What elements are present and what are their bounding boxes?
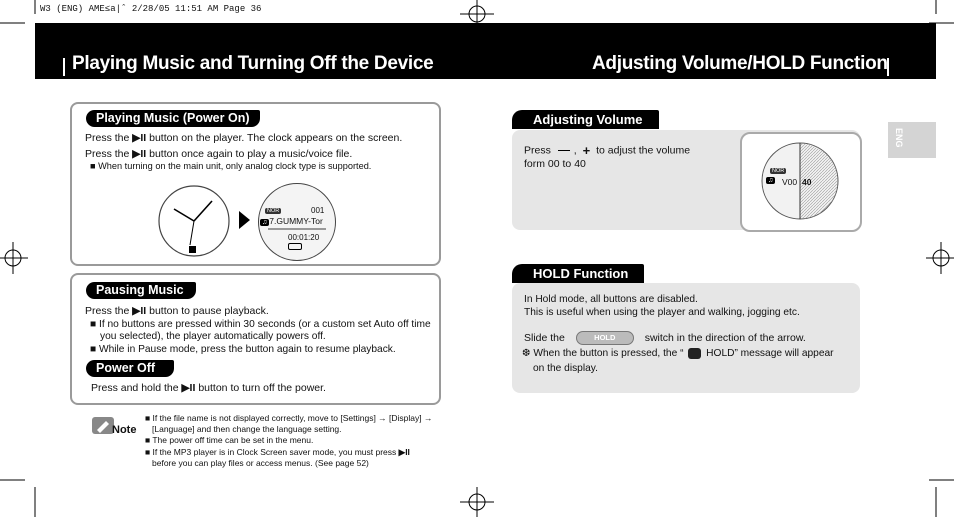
- volume-label: V00: [782, 177, 798, 187]
- pausing-bullet-1: ■ If no buttons are pressed within 30 seconds (or a custom set Auto off time: [90, 319, 431, 330]
- note-item-3: ■ If the MP3 player is in Clock Screen saver mode, you must press ▶II: [145, 447, 410, 457]
- play-time: 00:01:20: [288, 233, 320, 242]
- clock-indicator-icon: [189, 246, 196, 253]
- analog-clock-display: [154, 183, 234, 259]
- pausing-bullet-2: ■ While in Pause mode, press the button again to resume playback.: [90, 344, 396, 355]
- volume-plus-icon: +: [582, 143, 591, 158]
- volume-minus-icon: [558, 150, 570, 152]
- volume-line-2: form 00 to 40: [524, 158, 586, 170]
- battery-icon: [288, 243, 302, 250]
- note-item-2: ■ The power off time can be set in the menu.: [145, 435, 314, 445]
- right-page-title: Adjusting Volume/HOLD Function: [592, 53, 888, 74]
- pausing-line: Press the ▶II button to pause playback.: [85, 305, 269, 317]
- play-pause-icon: ▶II: [132, 305, 147, 317]
- note-label: Note: [112, 424, 137, 436]
- volume-line-1: Press , + to adjust the volume: [524, 143, 691, 158]
- registration-mark-top-icon: [460, 0, 494, 23]
- arrow-right-icon: [239, 211, 250, 229]
- track-name-row: ♫ 7.GUMMY-Tor: [262, 216, 323, 226]
- note-item-1-cont: [Language] and then change the language setting.: [152, 424, 342, 434]
- mode-badge: NOR: [267, 208, 280, 214]
- track-number: 001: [311, 206, 325, 215]
- power-off-heading: Power Off: [86, 360, 174, 377]
- language-tab-label: ENG: [894, 128, 904, 148]
- play-pause-icon: ▶II: [181, 382, 196, 394]
- bullet-icon: ■: [90, 344, 97, 355]
- note-pencil-icon: [92, 417, 114, 434]
- hold-switch-icon: HOLD: [576, 331, 634, 345]
- title-bar-divider-left: [63, 58, 65, 76]
- bullet-icon: ■: [145, 447, 151, 457]
- bullet-icon: ■: [90, 319, 97, 330]
- print-header: W3 (ENG) AME≤a|ˆ 2/28/05 11:51 AM Page 36: [40, 4, 262, 14]
- left-page-title: Playing Music and Turning Off the Device: [72, 53, 434, 74]
- progress-bar: [268, 228, 326, 230]
- hold-line-2: This is useful when using the player and walking, jogging etc.: [524, 307, 800, 318]
- registration-mark-left-icon: [0, 242, 28, 274]
- adjusting-volume-heading: Adjusting Volume: [512, 110, 659, 129]
- bullet-icon: ■: [90, 161, 96, 171]
- hold-slide-line: Slide the HOLD switch in the direction of the arrow.: [524, 331, 806, 344]
- hold-line-1: In Hold mode, all buttons are disabled.: [524, 294, 698, 305]
- lock-icon: [688, 348, 701, 359]
- bullet-icon: ■: [145, 435, 151, 445]
- music-note-icon: ♫: [768, 177, 774, 184]
- power-off-line: Press and hold the ▶II button to turn off the power.: [91, 382, 326, 394]
- play-pause-icon: ▶II: [132, 148, 147, 160]
- hold-note-line: ❆ When the button is pressed, the “ HOLD” message will appear: [522, 348, 834, 359]
- hold-note-line-2: on the display.: [533, 363, 598, 374]
- note-item-3-cont: before you can play files or access menus. (See page 52): [152, 458, 369, 468]
- playing-line-1: Press the ▶II button on the player. The clock appears on the screen.: [85, 132, 403, 144]
- bullet-icon: ■: [145, 413, 151, 423]
- pausing-bullet-1-cont: you selected), the player automatically powers off.: [100, 331, 326, 342]
- music-note-icon: ♫: [262, 219, 268, 226]
- playing-bullet: ■ When turning on the main unit, only analog clock type is supported.: [90, 161, 372, 171]
- playing-line-2: Press the ▶II button once again to play a music/voice file.: [85, 148, 353, 160]
- volume-mode-badge: NOR: [772, 168, 785, 174]
- pausing-music-heading: Pausing Music: [86, 282, 196, 299]
- registration-mark-right-icon: [926, 242, 954, 274]
- playing-music-heading: Playing Music (Power On): [86, 110, 260, 127]
- play-pause-icon: ▶II: [398, 447, 410, 457]
- note-item-1: ■ If the file name is not displayed correctly, move to [Settings] → [Display] →: [145, 413, 433, 423]
- hold-function-heading: HOLD Function: [512, 264, 644, 283]
- asterisk-icon: ❆: [522, 348, 531, 359]
- play-pause-icon: ▶II: [132, 132, 147, 144]
- registration-mark-bottom-icon: [460, 487, 494, 517]
- volume-value: 40: [802, 177, 812, 187]
